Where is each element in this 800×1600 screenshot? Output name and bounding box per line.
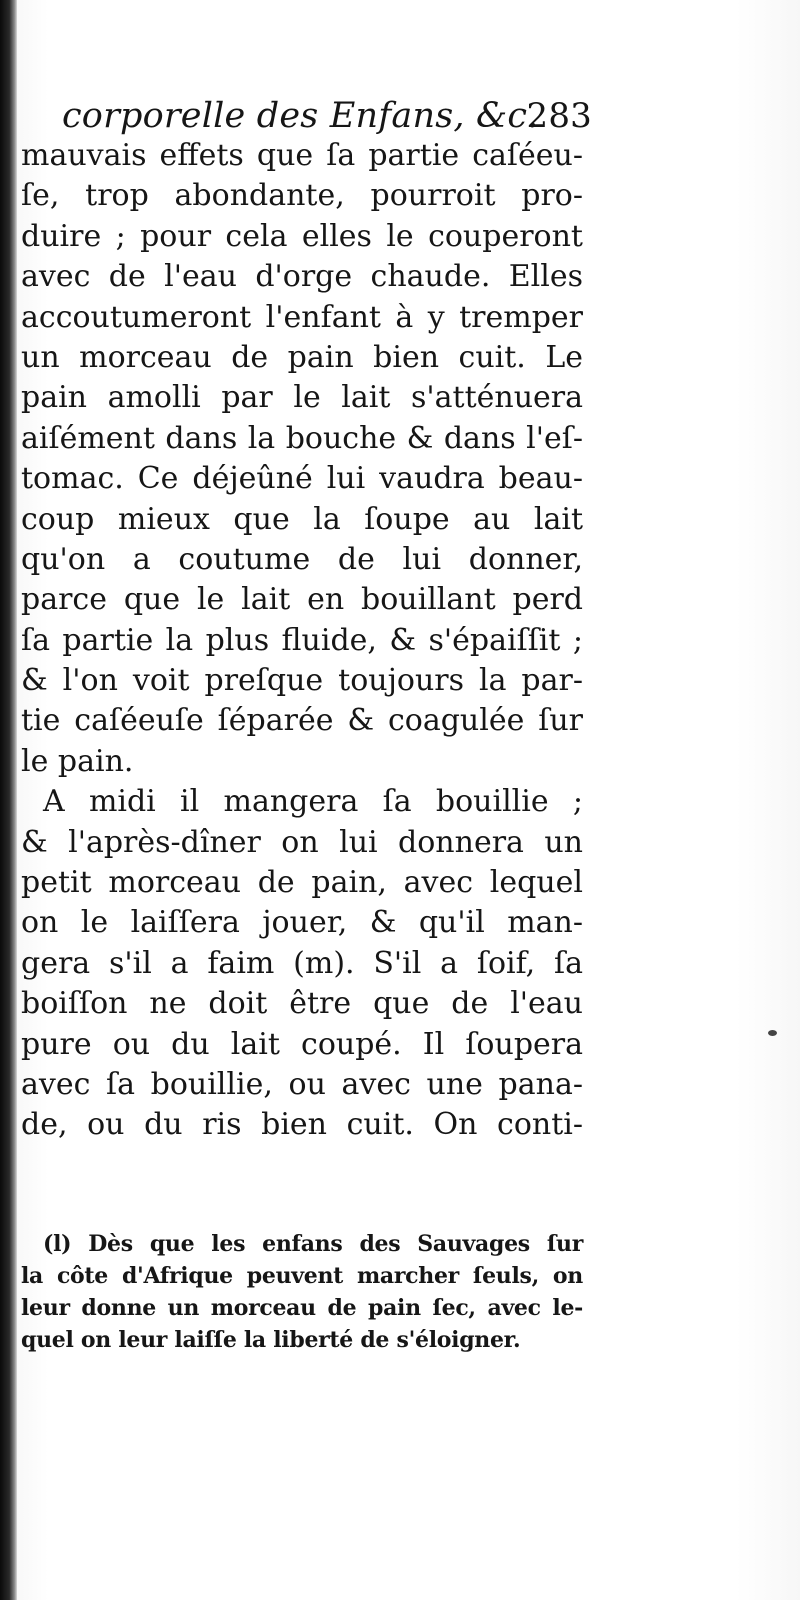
- footnote: [21, 1228, 583, 1356]
- text-line: ſa partie la plus fluide, & s'épaiſſit ;: [21, 622, 583, 658]
- body-text: [21, 136, 583, 1146]
- text-line: avec ſa bouillie, ou avec une pana-: [21, 1066, 583, 1102]
- text-line: on le laiſſera jouer, & qu'il man-: [21, 905, 583, 941]
- text-line: qu'on a coutume de lui donner,: [21, 541, 583, 577]
- text-line: tie caſéeuſe ſéparée & coagulée ſur: [21, 703, 583, 739]
- text-line: ſe, trop abondante, pourroit pro-: [21, 178, 583, 214]
- footnote-line: la côte d'Afrique peuvent marcher ſeuls, on: [21, 1263, 583, 1289]
- page-binding-edge: [0, 0, 17, 1600]
- footnote-line: (l) Dès que les enfans des Sauvages ſur: [43, 1231, 583, 1257]
- text-line: tomac. Ce déjeûné lui vaudra beau-: [21, 461, 583, 497]
- text-line: parce que le lait en bouillant perd: [21, 582, 583, 618]
- footnote-line: quel on leur laiſſe la liberté de s'éloigner.: [21, 1327, 521, 1353]
- text-line: accoutumeront l'enfant à y tremper: [21, 299, 583, 335]
- text-line: pain amolli par le lait s'atténuera: [21, 380, 583, 416]
- text-line: mauvais effets que ſa partie caſéeu-: [21, 138, 583, 173]
- text-line: A midi il mangera ſa bouillie ;: [43, 784, 583, 820]
- running-title: corporelle des Enfans, &c.: [62, 96, 539, 136]
- text-line: un morceau de pain bien cuit. Le: [21, 339, 583, 375]
- text-line: coup mieux que la ſoupe au lait: [21, 501, 583, 537]
- text-line: duire ; pour cela elles le couperont: [21, 218, 583, 254]
- text-line: pure ou du lait coupé. Il ſoupera: [21, 1026, 583, 1062]
- text-line: & l'on voit preſque toujours la par-: [21, 663, 583, 699]
- ink-speck: [768, 1030, 777, 1036]
- text-line: gera s'il a faim (m). S'il a ſoif, ſa: [21, 945, 583, 981]
- footnote-line: leur donne un morceau de pain ſec, avec le-: [21, 1295, 583, 1321]
- text-line: & l'après-dîner on lui donnera un: [21, 824, 583, 860]
- running-head: [62, 92, 592, 140]
- text-line: le pain.: [21, 743, 134, 779]
- text-line: boiſſon ne doit être que de l'eau: [21, 986, 583, 1022]
- text-line: avec de l'eau d'orge chaude. Elles: [21, 259, 583, 295]
- page-number: 283: [526, 96, 592, 136]
- text-line: de, ou du ris bien cuit. On conti-: [21, 1107, 583, 1143]
- text-line: petit morceau de pain, avec lequel: [21, 865, 583, 901]
- text-line: aiſément dans la bouche & dans l'eſ-: [21, 420, 583, 456]
